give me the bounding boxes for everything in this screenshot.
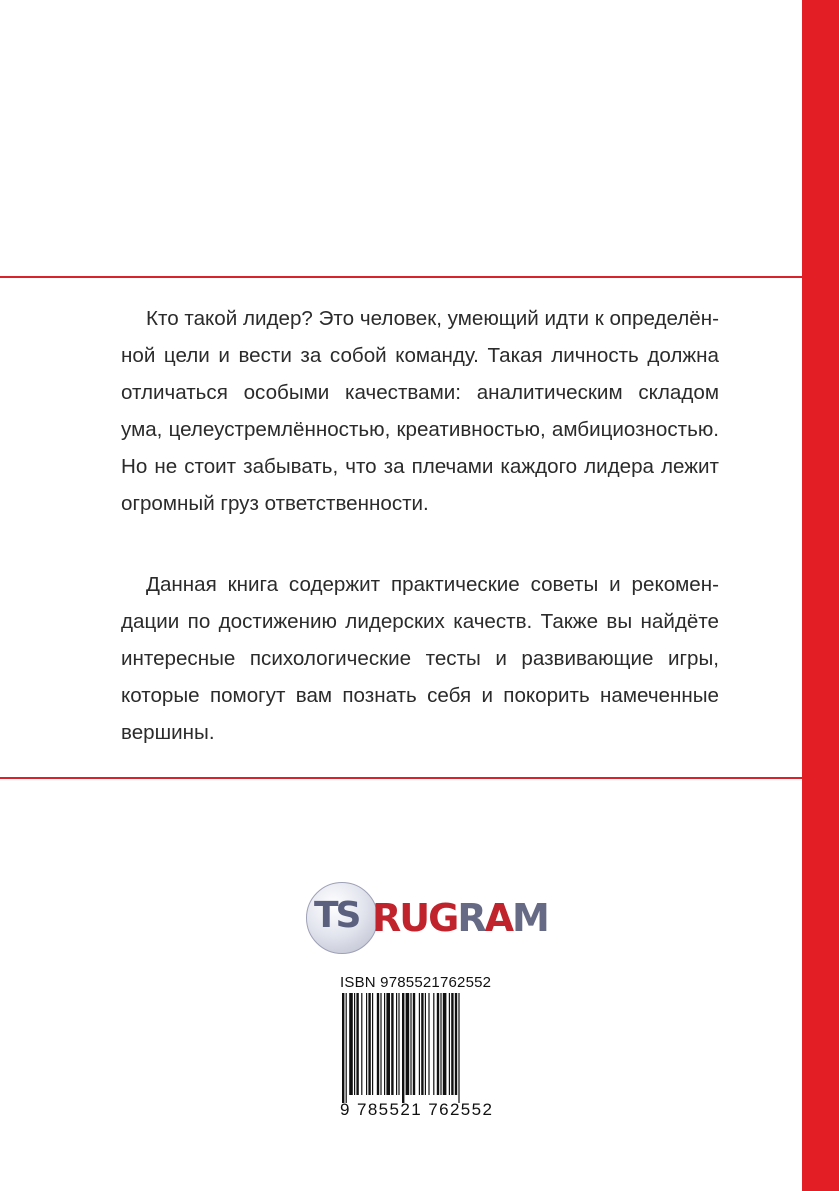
barcode-bar — [458, 993, 459, 1103]
blurb-text-1: Кто такой лидер? Это человек, умеющий идти к определённой цели и вести за собой команду. Такая личность должна отличаться особыми качествами: аналитическим складом ума, целеустремлённостью, креативностью, амбициозностью. Но не стоит забывать, что за плечами каждого лидера лежит огромный груз ответственности. — [121, 307, 719, 515]
isbn-label: ISBN 9785521762552 — [340, 974, 492, 991]
barcode-bar — [372, 993, 373, 1095]
barcode-bar — [391, 993, 393, 1095]
barcode-bar — [402, 993, 404, 1103]
barcode-bar — [349, 993, 353, 1095]
barcode-bar — [437, 993, 439, 1095]
isbn-digits: 9 785521 762552 — [340, 1100, 494, 1119]
barcode-bar — [449, 993, 450, 1095]
barcode-bar — [410, 993, 411, 1095]
barcode-bar — [398, 993, 399, 1095]
blurb-paragraph-1 — [121, 300, 719, 522]
barcode-bar — [361, 993, 362, 1095]
barcode-bar — [346, 993, 347, 1103]
barcode-bar — [356, 993, 358, 1095]
barcode-bar — [443, 993, 447, 1095]
barcode-bar — [451, 993, 453, 1095]
blurb-paragraph-2 — [121, 566, 719, 751]
red-side-band — [802, 0, 839, 1191]
logo-wordmark — [372, 898, 548, 938]
barcode-bar — [406, 993, 410, 1095]
logo-mark: TS — [314, 895, 359, 936]
barcode-area — [340, 974, 502, 1119]
bottom-divider-line — [0, 777, 802, 779]
barcode-bar — [425, 993, 426, 1095]
barcode-bar — [433, 993, 434, 1095]
barcode-bar — [368, 993, 370, 1095]
top-divider-line — [0, 276, 802, 278]
logo-part-r: R — [457, 896, 485, 940]
barcode-bar — [354, 993, 355, 1095]
barcode-bar — [377, 993, 379, 1095]
barcode-bar — [396, 993, 397, 1095]
barcode-bar — [342, 993, 344, 1103]
logo-part-a: A — [484, 896, 512, 940]
barcode-bar — [384, 993, 385, 1095]
logo-part-rug: RUG — [372, 896, 458, 940]
barcode-icon — [340, 993, 500, 1103]
barcode-bar — [421, 993, 423, 1095]
barcode-bar — [413, 993, 415, 1095]
barcode-bar — [380, 993, 381, 1095]
publisher-logo — [306, 880, 546, 954]
barcode-bar — [428, 993, 429, 1095]
barcode-bar — [440, 993, 441, 1095]
blurb-text-2: Данная книга содержит практические советы и рекомендации по достижению лидерских качеств. Также вы найдёте интересные психологические тесты и развивающие игры, которые помогут вам познать себя и покорить намеченные вершины. — [121, 573, 719, 744]
barcode-bar — [419, 993, 420, 1095]
logo-part-m: M — [512, 896, 548, 940]
barcode-bar — [386, 993, 390, 1095]
barcode-bar — [455, 993, 457, 1095]
barcode-bar — [366, 993, 367, 1095]
